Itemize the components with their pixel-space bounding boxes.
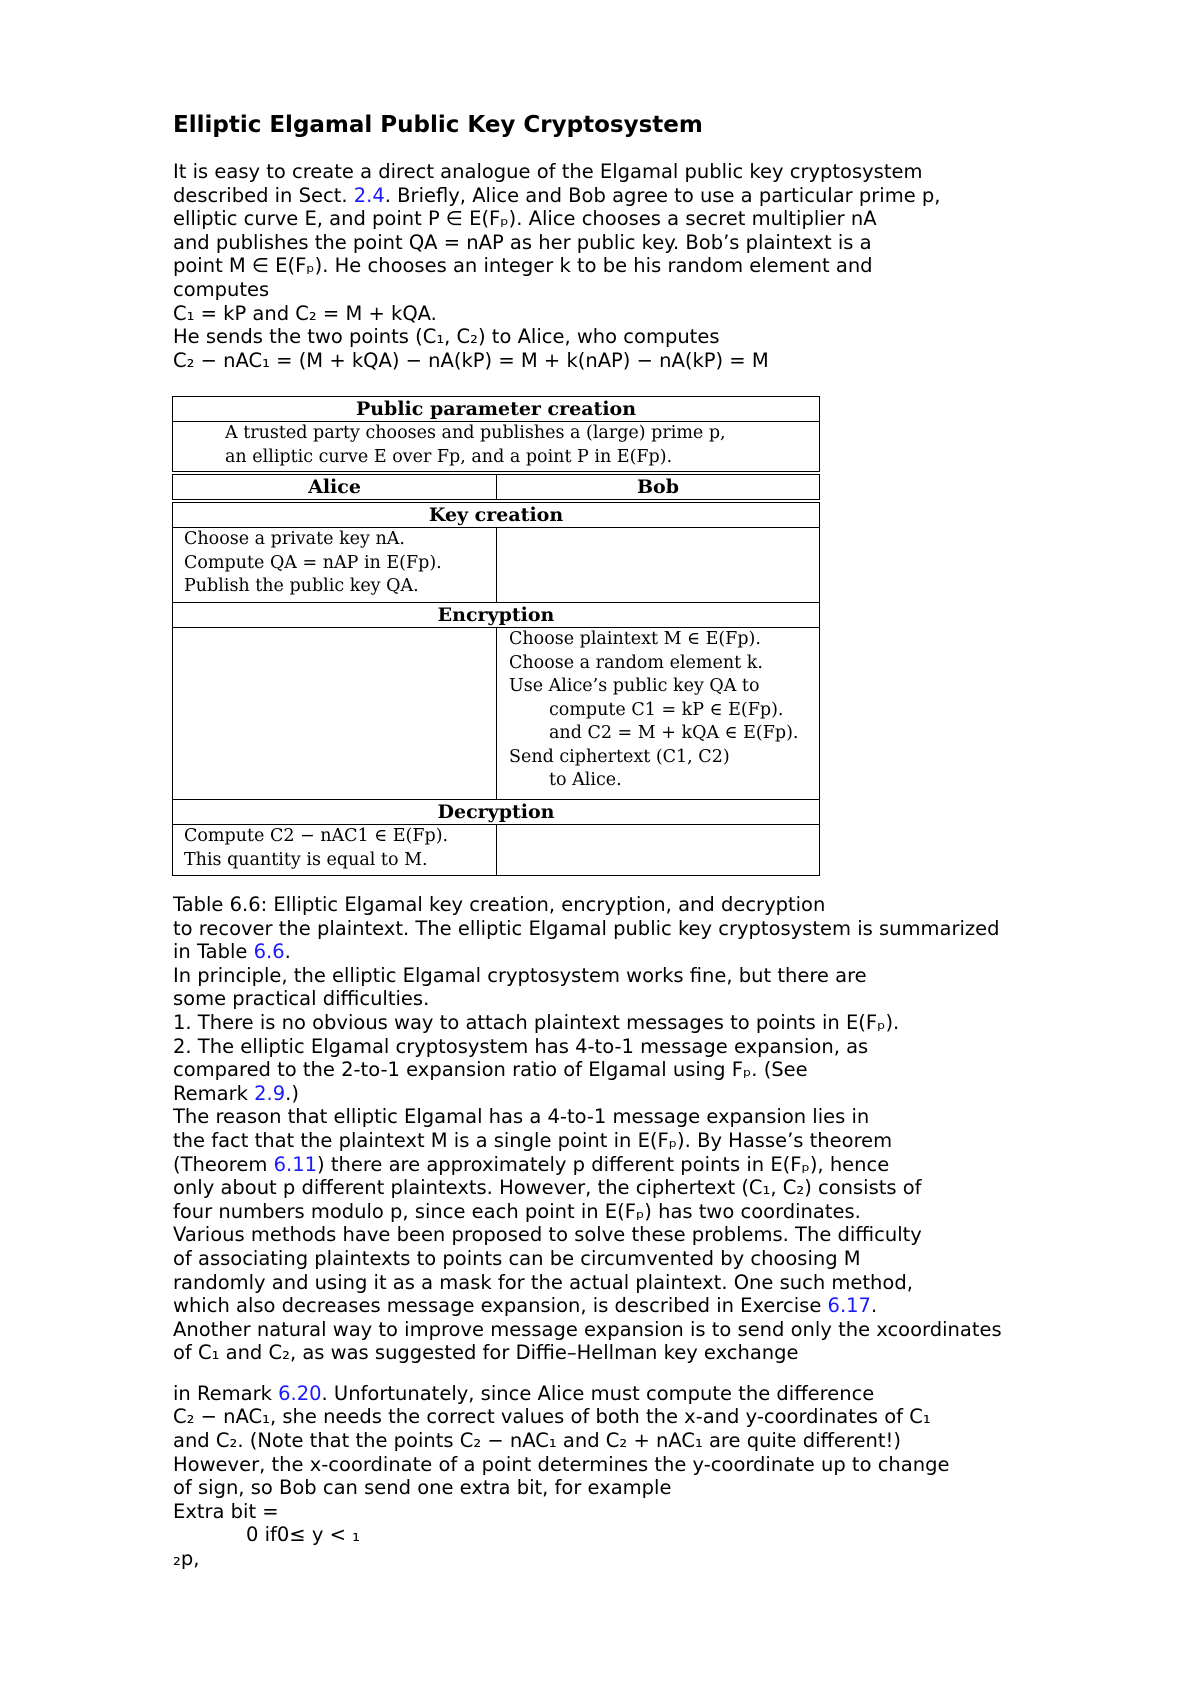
- section-link[interactable]: 2.4: [353, 183, 385, 207]
- key-creation-row: [173, 527, 819, 602]
- bob-column-header: Bob: [496, 475, 819, 499]
- encryption-row: [173, 627, 819, 799]
- text-line: of C₁ and C₂, as was suggested for Diffie–Hellman key exchange: [173, 1341, 799, 1365]
- text-line: 1. There is no obvious way to attach plaintext messages to points in E(Fₚ).: [173, 1010, 900, 1034]
- text-line: described in Sect. 2.4. Briefly, Alice and Bob agree to use a particular prime p,: [173, 183, 941, 207]
- equation-line: C₂ − nAC₁ = (M + kQA) − nA(kP) = M + k(nAP) − nA(kP) = M: [173, 348, 769, 372]
- text-line: Extra bit =: [173, 1499, 279, 1523]
- text-line: It is easy to create a direct analogue of the Elgamal public key cryptosystem: [173, 160, 923, 183]
- text-line: in Table 6.6.: [173, 940, 291, 964]
- equation-line: ₂p,: [173, 1547, 200, 1571]
- text-line: The reason that elliptic Elgamal has a 4-to-1 message expansion lies in: [173, 1105, 870, 1129]
- table-caption: Table 6.6: Elliptic Elgamal key creation, encryption, and decryption: [173, 893, 826, 916]
- bob-decryption-cell: [496, 825, 819, 875]
- equation-line: C₁ = kP and C₂ = M + kQA.: [173, 301, 437, 325]
- text-line: and publishes the point QA = nAP as her public key. Bob’s plaintext is a: [173, 230, 872, 254]
- text-line: C₂ − nAC₁, she needs the correct values of both the x-and y-coordinates of C₁: [173, 1405, 931, 1429]
- text-line: 2. The elliptic Elgamal cryptosystem has 4-to-1 message expansion, as: [173, 1034, 869, 1058]
- text-line: compared to the 2-to-1 expansion ratio of Elgamal using Fₚ. (See: [173, 1058, 808, 1082]
- text-line: (Theorem 6.11) there are approximately p different points in E(Fₚ), hence: [173, 1152, 890, 1176]
- remark-link[interactable]: 6.20: [278, 1381, 322, 1405]
- text-line: point M ∈ E(Fₚ). He chooses an integer k to be his random element and: [173, 254, 873, 278]
- encryption-header: Encryption: [173, 602, 819, 627]
- theorem-link[interactable]: 6.11: [273, 1152, 318, 1176]
- alice-decryption-cell: Compute C2 − nAC1 ∈ E(Fp). This quantity is equal to M.: [184, 826, 449, 870]
- alice-key-creation-cell: Choose a private key nA. Compute QA = nAP in E(Fp). Publish the public key QA.: [184, 529, 442, 596]
- text-line: Another natural way to improve message expansion is to send only the xcoordinates: [173, 1317, 1002, 1341]
- decryption-row: [173, 824, 819, 875]
- text-line: four numbers modulo p, since each point in E(Fₚ) has two coordinates.: [173, 1199, 861, 1223]
- public-parameter-text: A trusted party chooses and publishes a (large) prime p, an elliptic curve E over Fp, and a point P in E(Fp).: [225, 423, 726, 467]
- table-link[interactable]: 6.6: [253, 940, 285, 964]
- key-creation-header: Key creation: [428, 504, 564, 526]
- text-line: of associating plaintexts to points can be circumvented by choosing M: [173, 1246, 861, 1270]
- protocol-steps-box: [172, 502, 820, 876]
- intro-paragraph: [173, 160, 940, 372]
- remark-link[interactable]: 2.9: [254, 1081, 286, 1105]
- text-line: randomly and using it as a mask for the actual plaintext. One such method,: [173, 1270, 913, 1294]
- bob-key-creation-cell: [496, 528, 819, 602]
- bob-encryption-cell: Choose plaintext M ∈ E(Fp). Choose a random element k. Use Alice’s public key QA to compute C1 = kP ∈ E(Fp). and C2 = M + kQA ∈ E(Fp). Send ciphertext (C1, C2) to Alice.: [496, 628, 819, 799]
- text-line: to recover the plaintext. The elliptic Elgamal public key cryptosystem is summarized: [173, 916, 1000, 940]
- text-line: Various methods have been proposed to solve these problems. The difficulty: [173, 1223, 922, 1247]
- page-title: Elliptic Elgamal Public Key Cryptosystem: [173, 112, 703, 138]
- public-parameter-header: Public parameter creation: [173, 397, 819, 422]
- text-line: and C₂. (Note that the points C₂ − nAC₁ and C₂ + nAC₁ are quite different!): [173, 1429, 901, 1453]
- decryption-header: Decryption: [173, 799, 819, 824]
- text-line: the fact that the plaintext M is a single point in E(Fₚ). By Hasse’s theorem: [173, 1128, 893, 1152]
- text-line: computes: [173, 277, 270, 301]
- alice-encryption-cell: [173, 628, 496, 799]
- public-parameter-box: [172, 396, 820, 472]
- text-line: In principle, the elliptic Elgamal cryptosystem works fine, but there are: [173, 963, 867, 987]
- text-line: which also decreases message expansion, is described in Exercise 6.17.: [173, 1294, 878, 1318]
- text-line: He sends the two points (C₁, C₂) to Alice, who computes: [173, 325, 720, 349]
- alice-column-header: Alice: [308, 476, 361, 498]
- text-line: some practical difficulties.: [173, 987, 430, 1011]
- elgamal-protocol-table: [172, 396, 820, 876]
- body-paragraph: [173, 893, 1002, 1571]
- text-line: However, the x-coordinate of a point determines the y-coordinate up to change: [173, 1452, 950, 1476]
- equation-line: 0 if0≤ y < ₁: [246, 1523, 360, 1547]
- text-line: of sign, so Bob can send one extra bit, for example: [173, 1476, 672, 1500]
- exercise-link[interactable]: 6.17: [827, 1294, 871, 1318]
- text-line: in Remark 6.20. Unfortunately, since Alice must compute the difference: [173, 1381, 875, 1405]
- text-line: elliptic curve E, and point P ∈ E(Fₚ). Alice chooses a secret multiplier nA: [173, 207, 877, 231]
- text-line: Remark 2.9.): [173, 1081, 299, 1105]
- text-line: only about p different plaintexts. However, the ciphertext (C₁, C₂) consists of: [173, 1176, 922, 1200]
- party-header-row: [172, 474, 820, 500]
